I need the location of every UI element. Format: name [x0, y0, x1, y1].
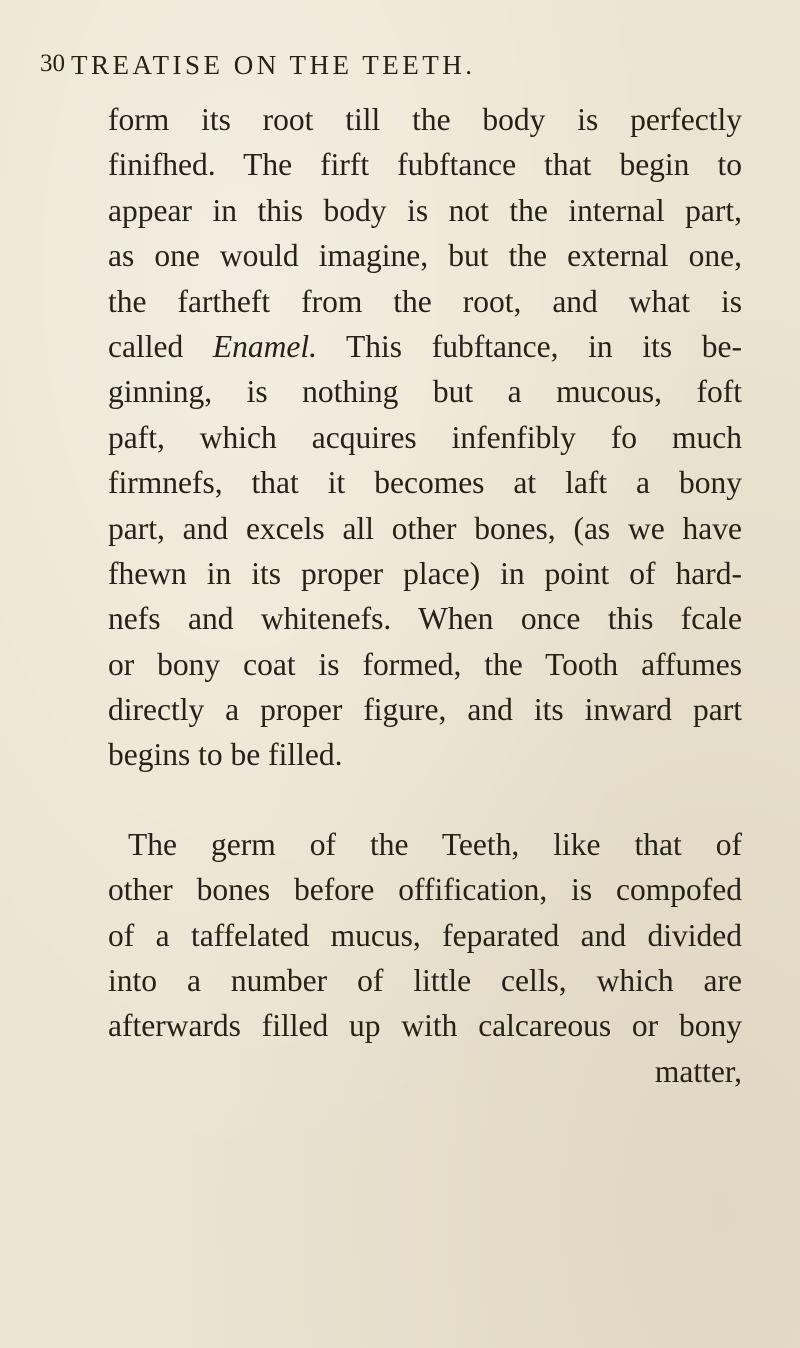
text-line: firmnefs, that it becomes at laft a bony: [108, 465, 742, 501]
text-line: other bones before offification, is compofed: [108, 872, 742, 908]
text-line: as one would imagine, but the external one,: [108, 238, 742, 274]
text-line: The germ of the Teeth, like that of: [128, 826, 742, 862]
running-head: [40, 50, 740, 90]
text-line: into a number of little cells, which are: [108, 963, 742, 999]
text-line: called Enamel. This fubftance, in its be-: [108, 328, 742, 364]
body-text: [108, 97, 742, 1094]
text-line: or bony coat is formed, the Tooth affumes: [108, 646, 742, 682]
text-line: form its root till the body is perfectly: [108, 102, 742, 137]
catchword: matter,: [654, 1053, 742, 1089]
text-line: begins to be filled.: [108, 737, 343, 773]
text-line: of a taffelated mucus, feparated and divided: [108, 917, 742, 953]
text-line: ginning, is nothing but a mucous, foft: [108, 374, 742, 410]
text-line: directly a proper figure, and its inward part: [108, 692, 742, 728]
running-title: TREATISE ON THE TEETH.: [71, 50, 476, 80]
paragraph-gap: [108, 778, 742, 822]
text-line: afterwards filled up with calcareous or bony: [108, 1008, 742, 1044]
text-line: part, and excels all other bones, (as we have: [108, 510, 742, 546]
text-line: fhewn in its proper place) in point of hard-: [108, 555, 742, 591]
text-line: nefs and whitenefs. When once this fcale: [108, 601, 742, 637]
paragraph: [108, 822, 742, 1049]
text-line: paft, which acquires infenfibly fo much: [108, 419, 742, 455]
paragraph: [108, 97, 742, 778]
page-number: 30: [40, 50, 65, 77]
text-line: finifhed. The firft fubftance that begin to: [108, 147, 742, 183]
text-line: appear in this body is not the internal part,: [108, 192, 742, 228]
text-line: the fartheft from the root, and what is: [108, 283, 742, 319]
